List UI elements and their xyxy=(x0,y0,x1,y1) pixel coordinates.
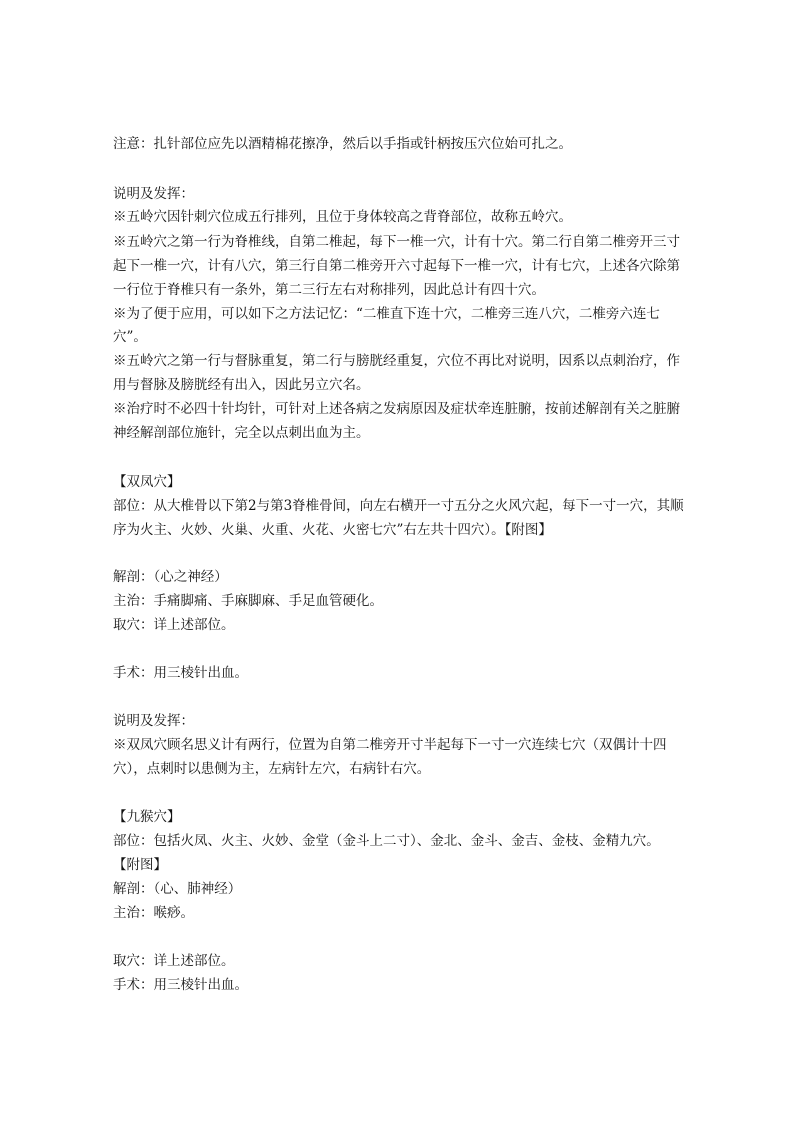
paragraph-line: ※五岭穴之第一行与督脉重复，第二行与膀胱经重复，穴位不再比对说明，因系以点刺治疗，作 xyxy=(113,353,680,369)
figure-ref: 【附图】 xyxy=(113,857,167,873)
anatomy-line: 解剖：（心之神经） xyxy=(113,569,228,585)
paragraph-line: ※双凤穴顾名思义计有两行，位置为自第二椎旁开寸半起每下一寸一穴连续七穴（双偶计十四 xyxy=(113,737,667,753)
paragraph-line: 穴），点刺时以患侧为主，左病针左穴，右病针右穴。 xyxy=(113,761,431,777)
section-heading: 说明及发挥： xyxy=(113,186,194,202)
anatomy-line: 解剖：（心、肺神经） xyxy=(113,881,242,897)
paragraph-line: 一行位于脊椎只有一条外，第二三行左右对称排列，因此总计有四十穴。 xyxy=(113,282,545,298)
paragraph-line: 用与督脉及膀胱经有出入，因此另立穴名。 xyxy=(113,377,370,393)
paragraph-line: 部位：从大椎骨以下第2与第3脊椎骨间，向左右横开一寸五分之火风穴起，每下一寸一穴，其顺 xyxy=(113,498,684,514)
paragraph-line: ※治疗时不必四十针均针，可针对上述各病之发病原因及症状牵连脏腑，按前述解剖有关之脏腑 xyxy=(113,401,680,417)
paragraph-line: 部位：包括火凤、火主、火妙、金堂（金斗上二寸）、金北、金斗、金吉、金枝、金精九穴。 xyxy=(113,833,660,849)
technique-line: 手术：用三棱针出血。 xyxy=(113,665,248,681)
location-line: 取穴：详上述部位。 xyxy=(113,953,235,969)
technique-line: 手术：用三棱针出血。 xyxy=(113,977,248,993)
section-heading: 说明及发挥： xyxy=(113,713,194,729)
indication-line: 主治：喉痧。 xyxy=(113,905,194,921)
paragraph-line: 起下一椎一穴，计有八穴，第三行自第二椎旁开六寸起每下一椎一穴，计有七穴，上述各穴除第 xyxy=(113,258,680,274)
note-line: 注意：扎针部位应先以酒精棉花擦净，然后以手指或针柄按压穴位始可扎之。 xyxy=(113,136,572,152)
indication-line: 主治：手痛脚痛、手麻脚麻、手足血管硬化。 xyxy=(113,593,383,609)
paragraph-line: 序为火主、火妙、火巢、火重、火花、火密七穴”右左共十四穴）。【附图】 xyxy=(113,522,552,538)
paragraph-line: 神经解剖部位施针，完全以点刺出血为主。 xyxy=(113,425,370,441)
paragraph-line: ※为了便于应用，可以如下之方法记忆：“二椎直下连十穴，二椎旁三连八穴，二椎旁六连七 xyxy=(113,306,660,322)
location-line: 取穴：详上述部位。 xyxy=(113,617,235,633)
paragraph-line: ※五岭穴因针刺穴位成五行排列，且位于身体较高之背脊部位，故称五岭穴。 xyxy=(113,209,572,225)
paragraph-line: 穴”。 xyxy=(113,329,147,345)
point-title: 【九猴穴】 xyxy=(113,809,181,825)
paragraph-line: ※五岭穴之第一行为脊椎线，自第二椎起，每下一椎一穴，计有十穴。第二行自第二椎旁开三寸 xyxy=(113,234,680,250)
point-title: 【双凤穴】 xyxy=(113,474,181,490)
